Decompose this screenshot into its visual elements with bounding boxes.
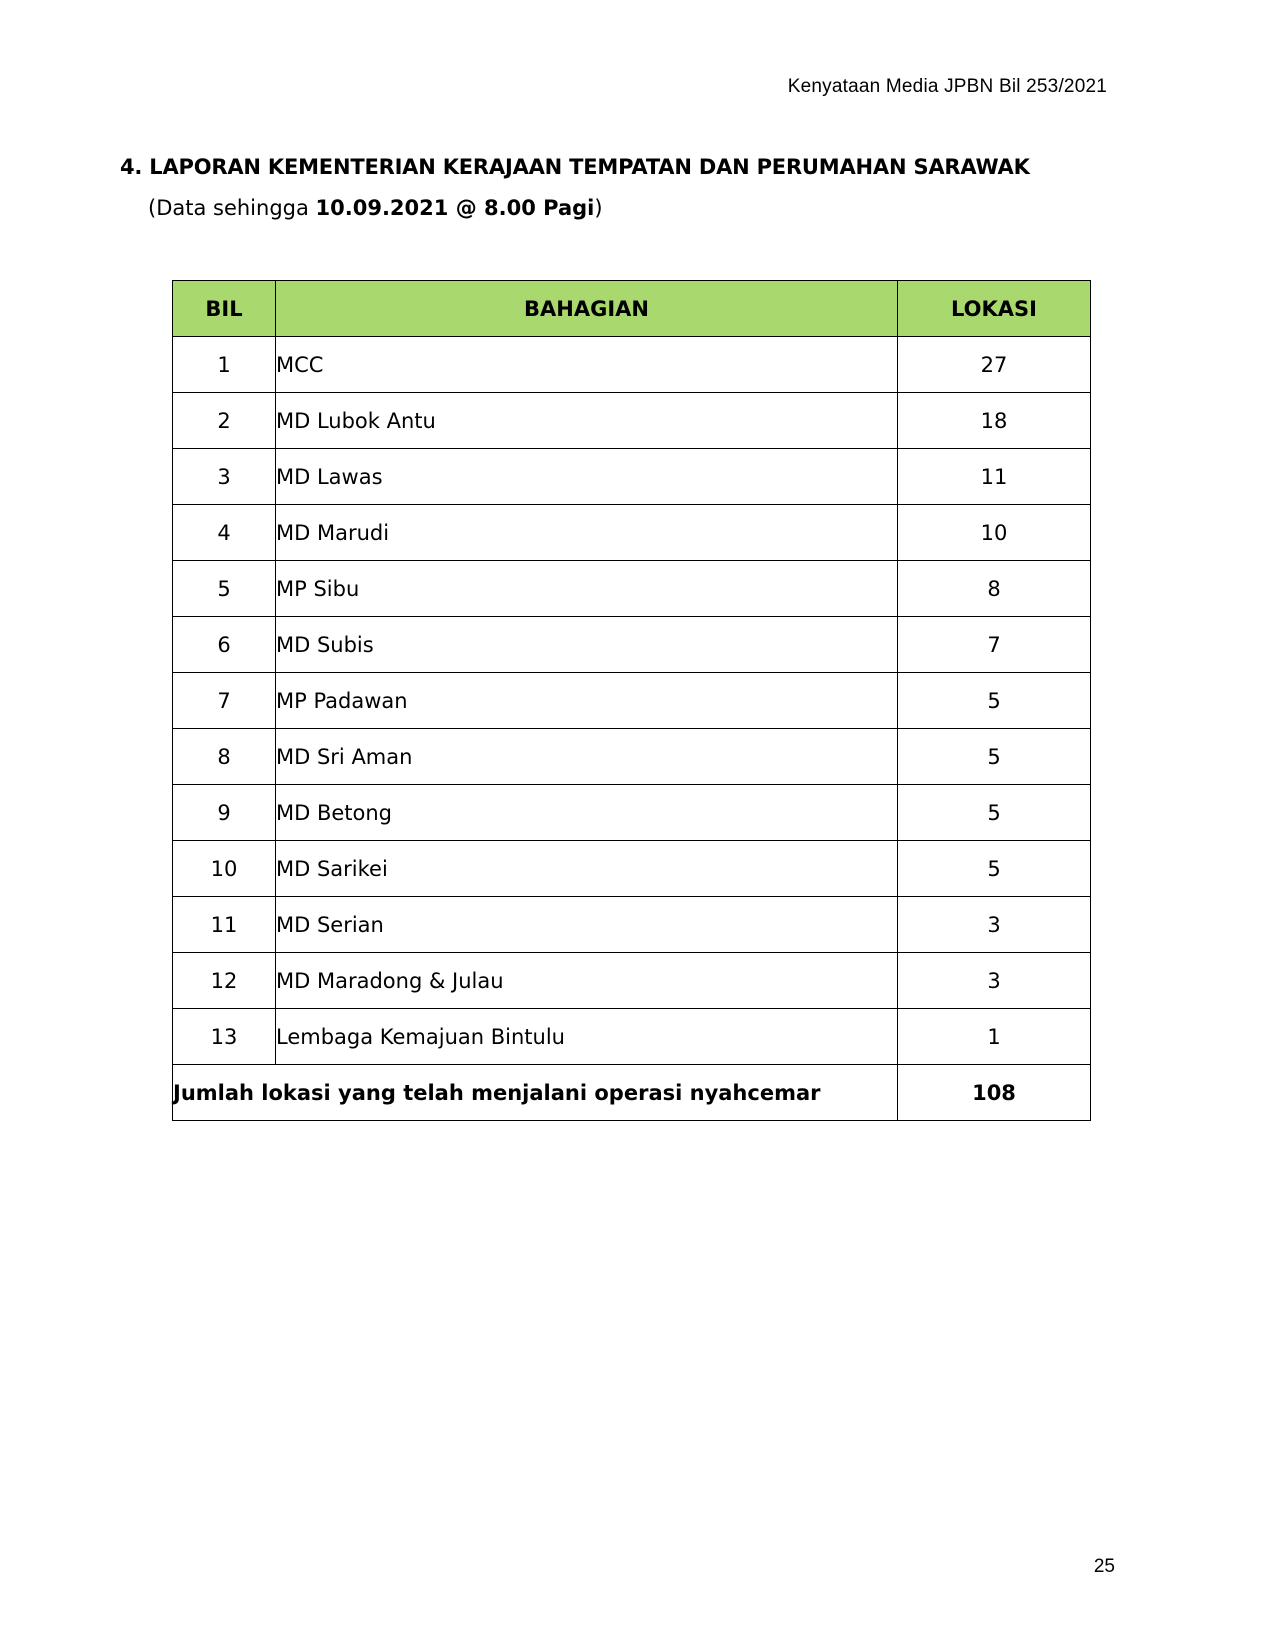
data-note-prefix: (Data sehingga xyxy=(148,196,316,220)
row-bahagian: MD Marudi xyxy=(276,505,898,561)
total-row xyxy=(173,1065,1091,1121)
row-number: 5 xyxy=(173,561,276,617)
table-row xyxy=(173,897,1091,953)
column-header-lokasi: LOKASI xyxy=(898,281,1091,337)
row-number: 6 xyxy=(173,617,276,673)
row-number: 3 xyxy=(173,449,276,505)
page-number: 25 xyxy=(1093,1556,1115,1577)
table-row xyxy=(173,393,1091,449)
row-bahagian: MD Betong xyxy=(276,785,898,841)
row-bahagian: MP Sibu xyxy=(276,561,898,617)
column-header-bil: BIL xyxy=(173,281,276,337)
section-title: 4. LAPORAN KEMENTERIAN KERAJAAN TEMPATAN DAN PERUMAHAN SARAWAK xyxy=(120,155,1030,179)
data-note-suffix: ) xyxy=(594,196,603,220)
row-number: 12 xyxy=(173,953,276,1009)
table-body xyxy=(173,337,1091,1065)
data-note-date: 10.09.2021 @ 8.00 Pagi xyxy=(315,196,595,220)
row-lokasi: 3 xyxy=(898,953,1091,1009)
table-row xyxy=(173,1009,1091,1065)
row-bahagian: MD Lawas xyxy=(276,449,898,505)
table-header-row xyxy=(173,281,1091,337)
row-lokasi: 3 xyxy=(898,897,1091,953)
table-row xyxy=(173,617,1091,673)
row-lokasi: 5 xyxy=(898,841,1091,897)
row-number: 9 xyxy=(173,785,276,841)
data-date-note xyxy=(148,196,603,220)
row-bahagian: MD Subis xyxy=(276,617,898,673)
table-row xyxy=(173,953,1091,1009)
column-header-bahagian: BAHAGIAN xyxy=(276,281,898,337)
row-lokasi: 18 xyxy=(898,393,1091,449)
table-row xyxy=(173,841,1091,897)
table-row xyxy=(173,449,1091,505)
table-row xyxy=(173,785,1091,841)
row-lokasi: 7 xyxy=(898,617,1091,673)
row-lokasi: 5 xyxy=(898,673,1091,729)
table-row xyxy=(173,505,1091,561)
row-lokasi: 8 xyxy=(898,561,1091,617)
table-row xyxy=(173,729,1091,785)
row-lokasi: 11 xyxy=(898,449,1091,505)
row-bahagian: MCC xyxy=(276,337,898,393)
row-lokasi: 5 xyxy=(898,729,1091,785)
row-bahagian: MD Sri Aman xyxy=(276,729,898,785)
row-number: 7 xyxy=(173,673,276,729)
row-lokasi: 10 xyxy=(898,505,1091,561)
row-number: 1 xyxy=(173,337,276,393)
row-lokasi: 1 xyxy=(898,1009,1091,1065)
row-bahagian: Lembaga Kemajuan Bintulu xyxy=(276,1009,898,1065)
row-number: 4 xyxy=(173,505,276,561)
row-bahagian: MD Lubok Antu xyxy=(276,393,898,449)
row-bahagian: MD Maradong & Julau xyxy=(276,953,898,1009)
row-lokasi: 27 xyxy=(898,337,1091,393)
row-number: 2 xyxy=(173,393,276,449)
table-row xyxy=(173,673,1091,729)
location-report-table xyxy=(172,280,1091,1121)
row-bahagian: MP Padawan xyxy=(276,673,898,729)
total-label: Jumlah lokasi yang telah menjalani operasi nyahcemar xyxy=(173,1065,898,1121)
table-row xyxy=(173,337,1091,393)
row-lokasi: 5 xyxy=(898,785,1091,841)
row-number: 11 xyxy=(173,897,276,953)
row-number: 10 xyxy=(173,841,276,897)
row-bahagian: MD Serian xyxy=(276,897,898,953)
total-value: 108 xyxy=(898,1065,1091,1121)
document-reference: Kenyataan Media JPBN Bil 253/2021 xyxy=(787,76,1107,97)
row-number: 13 xyxy=(173,1009,276,1065)
row-bahagian: MD Sarikei xyxy=(276,841,898,897)
row-number: 8 xyxy=(173,729,276,785)
table-row xyxy=(173,561,1091,617)
